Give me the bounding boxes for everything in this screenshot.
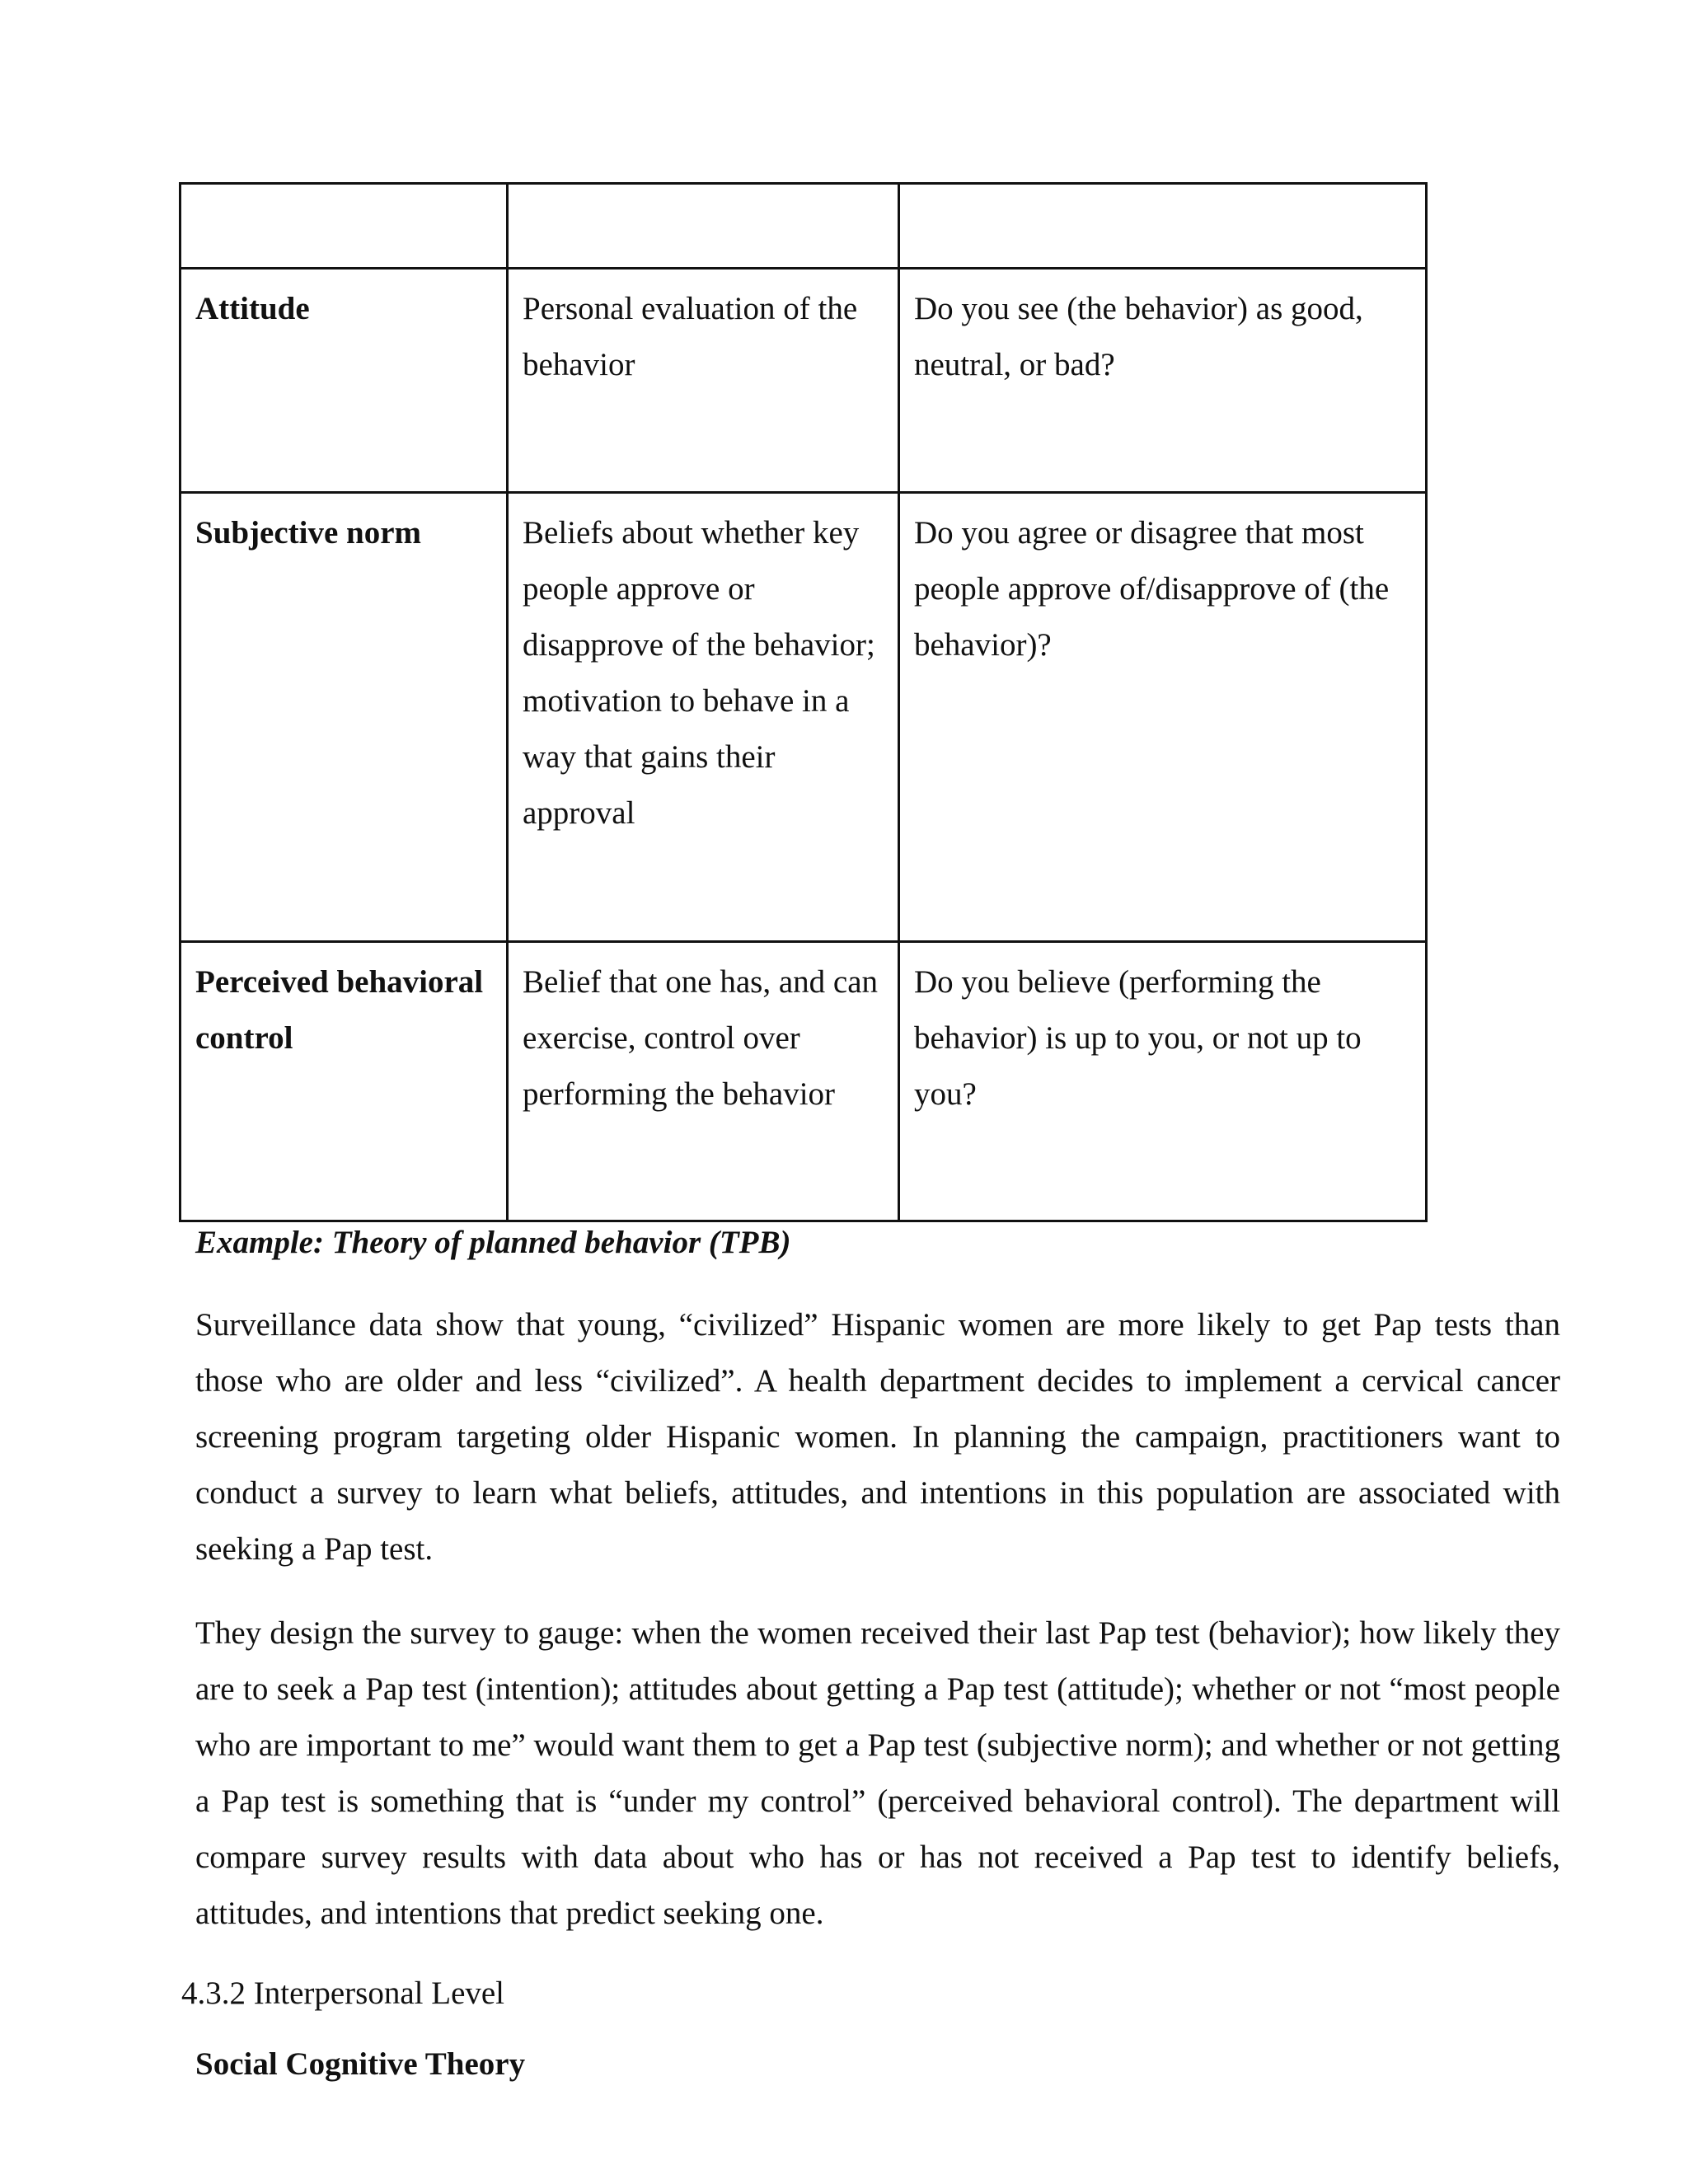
subsection-heading: Social Cognitive Theory [195,2046,526,2082]
construct-cell: Attitude [181,269,508,493]
definition-cell: Belief that one has, and can exercise, control over performing the behavior [508,942,899,1221]
construct-cell: Perceived behavioral control [181,942,508,1221]
definition-cell: Personal evaluation of the behavior [508,269,899,493]
table-row [181,269,1427,493]
table-header-cell [508,184,899,269]
table-header-row [181,184,1427,269]
example-caption: Example: Theory of planned behavior (TPB) [195,1225,791,1260]
table-row [181,493,1427,942]
construct-cell: Subjective norm [181,493,508,942]
question-cell: Do you agree or disagree that most people approve of/disapprove of (the behavior)? [899,493,1427,942]
table-row [181,942,1427,1221]
section-heading: 4.3.2 Interpersonal Level [181,1975,505,2011]
question-cell: Do you see (the behavior) as good, neutral, or bad? [899,269,1427,493]
body-paragraph: Surveillance data show that young, “civilized” Hispanic women are more likely to get Pap tests than those who are older and less “civilized”. A health department decides to implement a cervical cancer screening program targeting older Hispanic women. In planning the campaign, practitioners want to conduct a survey to learn what beliefs, attitudes, and intentions in this population are associated with seeking a Pap test. [195,1307,1560,1567]
tpb-constructs-table [179,182,1428,1222]
table-header-cell [181,184,508,269]
question-cell: Do you believe (performing the behavior) is up to you, or not up to you? [899,942,1427,1221]
table-header-cell [899,184,1427,269]
body-paragraph: They design the survey to gauge: when the women received their last Pap test (behavior); how likely they are to seek a Pap test (intention); attitudes about getting a Pap test (attitude); whether or not “most people who are important to me” would want them to get a Pap test (subjective norm); and whether or not getting a Pap test is something that is “under my control” (perceived behavioral control). The department will compare survey results with data about who has or has not received a Pap test to identify beliefs, attitudes, and intentions that predict seeking one. [195,1615,1560,1931]
definition-cell: Beliefs about whether key people approve or disapprove of the behavior; motivation to behave in a way that gains their approval [508,493,899,942]
